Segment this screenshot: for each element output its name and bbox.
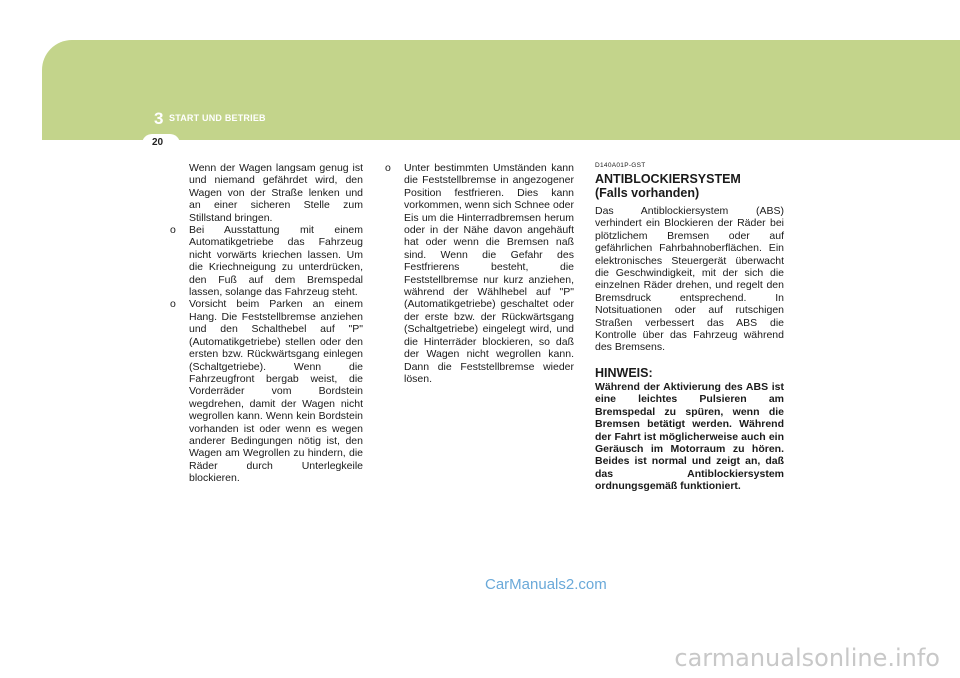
page-number: 20	[152, 137, 164, 148]
bullet-mark: o	[385, 162, 391, 174]
bullet-text: Bei Ausstattung mit einem Automatikgetriebe das Fahrzeug nicht vorwärts kriechen lassen. Um die Kriechneigung zu unterdrücken, den Fuß auf dem Bremspedal lassen, solange das Fahrzeug steht.	[189, 224, 363, 299]
column-1	[170, 162, 363, 485]
section-title-line-2: (Falls vorhanden)	[595, 186, 700, 200]
intro-paragraph: Wenn der Wagen langsam genug ist und niemand gefährdet wird, den Wagen von der Straße lenken und an einer sicheren Stelle zum Stillstand bringen.	[189, 162, 363, 224]
section-title	[595, 172, 784, 200]
section-code: D140A01P-GST	[595, 162, 646, 169]
header-band	[42, 40, 960, 140]
list-item	[170, 298, 363, 484]
list-item	[170, 224, 363, 298]
watermark-link-carmanuals[interactable]: CarManuals2.com	[485, 576, 607, 593]
note-text: Während der Aktivierung des ABS ist eine leichtes Pulsieren am Bremspedal zu spüren, wenn die Bremsen betätigt werden. Während der Fahrt ist möglicherweise auch ein Geräusch im Motorraum zu hören. Beides ist normal und zeigt an, daß das Antiblockiersystem ordnungsgemäß funktioniert.	[595, 380, 784, 493]
bullet-text: Unter bestimmten Umständen kann die Feststellbremse in angezogener Position festfrieren. Dies kann vorkommen, wenn sich Schnee oder Eis um die Hinterradbremsen herum oder in der Nähe davon angehäuft hat oder wenn die Bremsen naß sind. Wenn die Gefahr des Festfrierens besteht, die Feststellbremse nur kurz anziehen, während der Wählhebel auf "P" (Automatikgetriebe) geschaltet oder der erste bzw. der Rückwärtsgang (Schaltgetriebe) eingelegt wird, und die Hinterräder blockieren, so daß der Wagen nicht wegrollen kann. Dann die Feststellbremse wieder lösen.	[404, 162, 574, 385]
section-body: Das Antiblockiersystem (ABS) verhindert ein Blockieren der Räder bei plötzlichem Bremsen oder auf gefährlichen Fahrbahnoberflächen. Ein elektronisches Steuergerät überwacht die Geschwindigkeit, mit der sich die einzelnen Räder drehen, und regelt den Bremsdruck entsprechend. In Notsituationen oder auf rutschigen Straßen verbessert das ABS die Kontrolle über das Fahrzeug während des Bremsens.	[595, 205, 784, 354]
list-item	[385, 162, 574, 385]
chapter-number: 3	[154, 109, 164, 128]
bullet-mark: o	[170, 224, 176, 237]
chapter-title: START UND BETRIEB	[169, 113, 266, 123]
bullet-text: Vorsicht beim Parken an einem Hang. Die Feststellbremse anziehen und den Schalthebel auf "P" (Automatikgetriebe) stellen oder den ersten bzw. Rückwärtsgang einlegen (Schaltgetriebe). Wenn die Fahrzeugfront bergab weist, die Vorderräder vom Bordstein wegdrehen, damit der Wagen nicht wegrollen kann. Wenn kein Bordstein vorhanden ist oder wenn es wegen anderer Bedingungen nötig ist, den Wagen am Wegrollen zu hindern, die Räder durch Unterlegkeile blockieren.	[189, 298, 363, 485]
column-2	[385, 162, 574, 385]
bullet-mark: o	[170, 298, 176, 311]
section-title-line-1: ANTIBLOCKIERSYSTEM	[595, 172, 741, 186]
watermark-carmanualsonline: carmanualsonline.info	[674, 644, 940, 672]
column-3	[595, 162, 784, 493]
note-title: HINWEIS:	[595, 365, 653, 380]
